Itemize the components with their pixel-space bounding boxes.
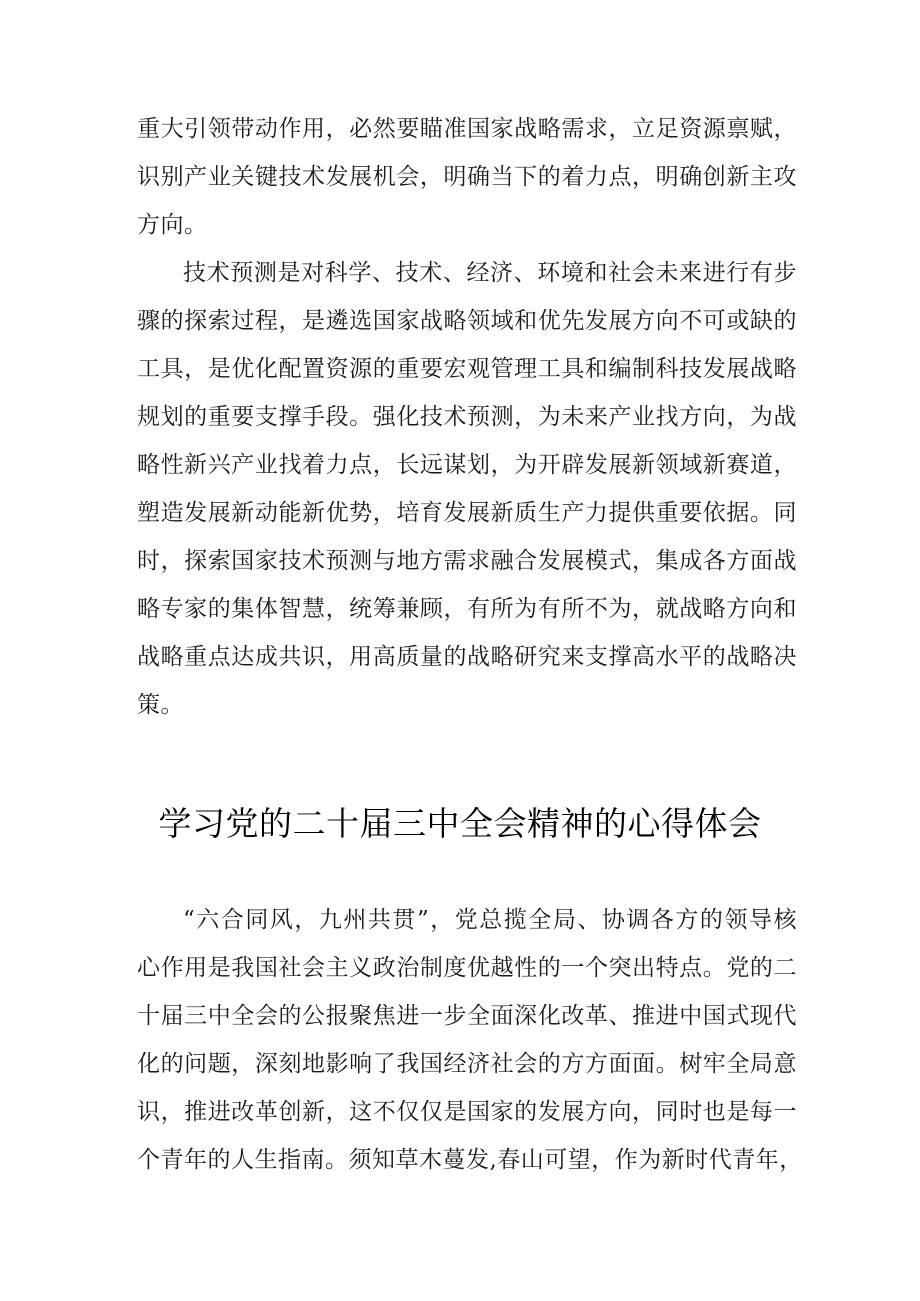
paragraph-line: 时，探索国家技术预测与地方需求融合发展模式，集成各方面战 [137,548,797,574]
paragraph-line: 心作用是我国社会主义政治制度优越性的一个突出特点。党的二 [137,955,797,981]
paragraph-line: 战略重点达成共识，用高质量的战略研究来支撑高水平的战略决 [137,644,797,670]
paragraph-line: 化的问题，深刻地影响了我国经济社会的方方面面。树牢全局意 [137,1051,797,1077]
paragraph-line: 个青年的人生指南。须知草木蔓发,春山可望，作为新时代青年， [137,1147,803,1173]
paragraph-line: 十届三中全会的公报聚焦进一步全面深化改革、推进中国式现代 [137,1003,797,1029]
document-title: 学习党的二十届三中全会精神的心得体会 [158,804,762,843]
paragraph-line: 重大引领带动作用，必然要瞄准国家战略需求，立足资源禀赋， [137,116,797,142]
paragraph-line: 技术预测是对科学、技术、经济、环境和社会未来进行有步 [183,260,797,286]
paragraph-line: 略性新兴产业找着力点，长远谋划，为开辟发展新领域新赛道， [137,452,797,478]
paragraph-line: 识，推进改革创新，这不仅仅是国家的发展方向，同时也是每一 [137,1099,797,1125]
paragraph-line: 识别产业关键技术发展机会，明确当下的着力点，明确创新主攻 [137,164,797,190]
paragraph-line: 骤的探索过程，是遴选国家战略领域和优先发展方向不可或缺的 [137,308,797,334]
paragraph-line: 规划的重要支撑手段。强化技术预测，为未来产业找方向，为战 [137,404,797,430]
paragraph-line: “六合同风，九州共贯”，党总揽全局、协调各方的领导核 [183,907,797,933]
paragraph-line: 略专家的集体智慧，统筹兼顾，有所为有所不为，就战略方向和 [137,596,797,622]
paragraph-line: 方向。 [137,212,208,238]
paragraph-line: 策。 [137,692,184,718]
paragraph-line: 塑造发展新动能新优势，培育发展新质生产力提供重要依据。同 [137,500,797,526]
paragraph-line: 工具，是优化配置资源的重要宏观管理工具和编制科技发展战略 [137,356,797,382]
